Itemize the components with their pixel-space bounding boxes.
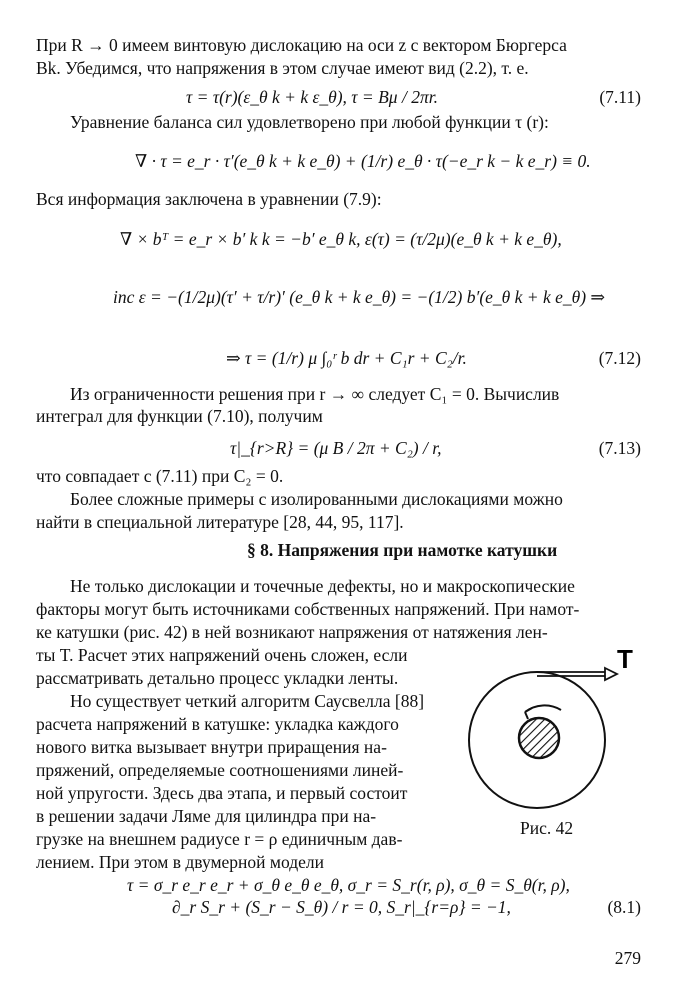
equation-number: (7.12) [598,348,641,368]
paragraph-line: нового витка вызывает внутри приращения на- [36,737,387,757]
equation-8-1b: ∂_r S_r + (S_r − S_θ) / r = 0, S_r|_{r=ρ} = −1, [172,897,511,917]
paragraph-line: ной упругости. Здесь два этапа, и первый состоит [36,783,408,803]
paragraph-line: Более сложные примеры с изолированными дислокациями можно [70,489,563,509]
paragraph-line: расчета напряжений в катушке: укладка каждого [36,714,399,734]
paragraph-line: пряжений, определяемые соотношениями линей- [36,760,404,780]
equation-number: (7.11) [599,87,641,107]
paragraph-line: Не только дислокации и точечные дефекты, но и макроскопические [70,576,575,596]
paragraph-line: Из ограниченности решения при r → ∞ следует C₁ = 0. Вычислив [70,384,560,404]
paragraph-line: факторы могут быть источниками собственных напряжений. При намот- [36,599,580,619]
coil-figure [455,630,655,815]
paragraph-line: в решении задачи Ляме для цилиндра при на- [36,806,377,826]
equation-number: (7.13) [598,438,641,458]
tape-arrow [605,668,617,680]
page-number: 279 [614,948,641,968]
paragraph-line: При R → 0 имеем винтовую дислокацию на оси z с вектором Бюргерса [36,35,567,55]
paragraph-line: найти в специальной литературе [28, 44, 95, 117]. [36,512,404,532]
equation-number: (8.1) [607,897,641,917]
equation-7-13: τ|_{r>R} = (μ B / 2π + C₂) / r, [230,438,442,458]
paragraph-line: Bk. Убедимся, что напряжения в этом случае имеют вид (2.2), т. е. [36,58,529,78]
equation-inc: inc ε = −(1/2μ)(τ′ + τ/r)′ (e_θ k + k e_θ) = −(1/2) b′(e_θ k + k e_θ) ⇒ [113,287,606,307]
paragraph-line: грузке на внешнем радиусе r = ρ единичным дав- [36,829,403,849]
paragraph-line: Уравнение баланса сил удовлетворено при любой функции τ (r): [70,112,549,132]
paragraph-line: рассматривать детально процесс укладки ленты. [36,668,399,688]
paragraph-line: ты T. Расчет этих напряжений очень сложен, если [36,645,408,665]
equation-curl: ∇ × bᵀ = e_r × b′ k k = −b′ e_θ k, ε(τ) = (τ/2μ)(e_θ k + k e_θ), [120,229,562,249]
paragraph-line: лением. При этом в двумерной модели [36,852,325,872]
section-title: § 8. Напряжения при намотке катушки [247,540,558,560]
coil-hub [519,718,559,758]
equation-8-1a: τ = σ_r e_r e_r + σ_θ e_θ e_θ, σ_r = S_r(r, ρ), σ_θ = S_θ(r, ρ), [127,875,570,895]
tension-label: T [617,644,633,674]
figure-caption: Рис. 42 [520,818,574,838]
paragraph-line: что совпадает с (7.11) при C₂ = 0. [36,466,284,486]
tape-line [537,672,605,676]
paragraph-line: интеграл для функции (7.10), получим [36,406,323,426]
paragraph-line: Вся информация заключена в уравнении (7.9): [36,189,382,209]
paragraph-line: Но существует четкий алгоритм Саусвелла [88] [70,691,425,711]
equation-7-11: τ = τ(r)(ε_θ k + k ε_θ), τ = Bμ / 2πr. [186,87,438,107]
equation-balance: ∇ · τ = e_r · τ′(e_θ k + k e_θ) + (1/r) e_θ · τ(−e_r k − k e_r) ≡ 0. [135,151,591,171]
paragraph-line: ке катушки (рис. 42) в ней возникают напряжения от натяжения лен- [36,622,548,642]
equation-7-12: ⇒ τ = (1/r) μ ∫₀ʳ b dr + C₁r + C₂/r. [226,348,467,368]
